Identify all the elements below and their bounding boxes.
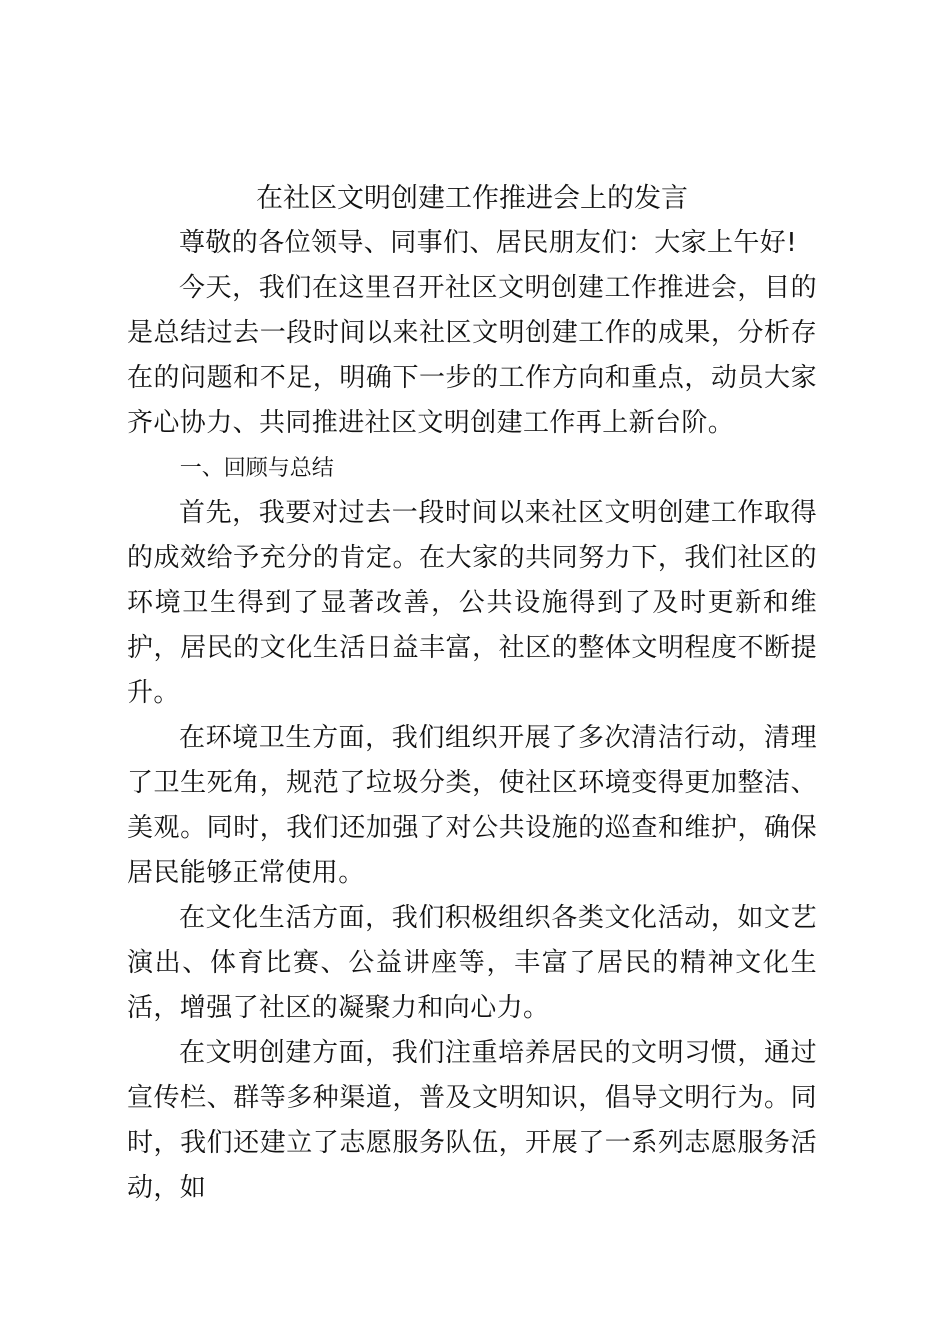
paragraph-summary: 首先，我要对过去一段时间以来社区文明创建工作取得的成效给予充分的肯定。在大家的共同努力下，我们社区的环境卫生得到了显著改善，公共设施得到了及时更新和维护，居民的文化生活日益丰富，社区的整体文明程度不断提升。 <box>127 498 817 708</box>
paragraph-environment: 在环境卫生方面，我们组织开展了多次清洁行动，清理了卫生死角，规范了垃圾分类，使社区环境变得更加整洁、美观。同时，我们还加强了对公共设施的巡查和维护，确保居民能够正常使用。 <box>127 723 817 888</box>
document-page <box>127 177 817 1211</box>
paragraph-culture: 在文化生活方面，我们积极组织各类文化活动，如文艺演出、体育比赛、公益讲座等，丰富了居民的精神文化生活，增强了社区的凝聚力和向心力。 <box>127 903 817 1023</box>
document-title: 在社区文明创建工作推进会上的发言 <box>256 183 688 214</box>
paragraph-civilization: 在文明创建方面，我们注重培养居民的文明习惯，通过宣传栏、群等多种渠道，普及文明知识，倡导文明行为。同时，我们还建立了志愿服务队伍，开展了一系列志愿服务活动，如 <box>127 1038 817 1203</box>
greeting: 尊敬的各位领导、同事们、居民朋友们：大家上午好! <box>179 228 798 258</box>
section-heading: 一、回顾与总结 <box>179 456 334 481</box>
intro-paragraph: 今天，我们在这里召开社区文明创建工作推进会，目的是总结过去一段时间以来社区文明创建工作的成果，分析存在的问题和不足，明确下一步的工作方向和重点，动员大家齐心协力、共同推进社区文明创建工作再上新台阶。 <box>127 273 817 438</box>
